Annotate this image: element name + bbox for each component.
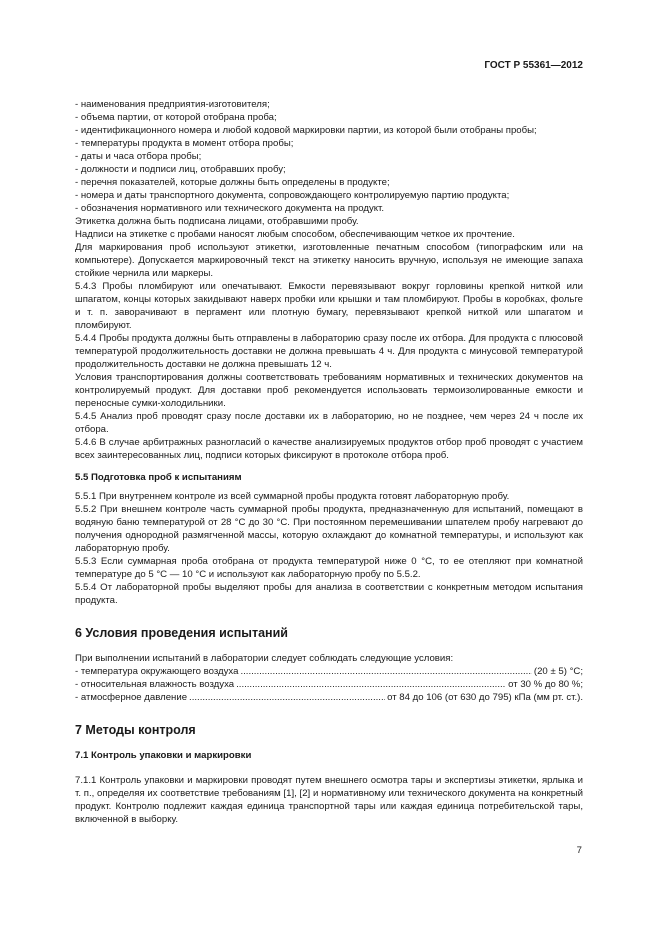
section-5-5-heading: 5.5 Подготовка проб к испытаниям [75,472,242,483]
condition-name: - относительная влажность воздуха [75,679,235,690]
paragraph: При выполнении испытаний в лаборатории следует соблюдать следующие условия: [75,653,454,664]
standard-header: ГОСТ Р 55361—2012 [484,60,583,71]
section-7-heading: 7 Методы контроля [75,723,196,737]
list-item: - даты и часа отбора пробы; [75,151,202,162]
condition-value: от 30 % до 80 %; [508,679,583,690]
page-number: 7 [576,845,582,856]
leader-dots [240,665,531,678]
paragraph: 5.4.5 Анализ проб проводят сразу после доставки их в лабораторию, но не позднее, чем через 24 ч после их отбора. [75,411,583,435]
condition-name: - температура окружающего воздуха [75,666,239,677]
condition-row [75,691,583,704]
paragraph: Условия транспортирования должны соответствовать требованиям нормативных и технических документов на контролируемый продукт. Для доставки проб рекомендуется использовать термоизолированные емкости и переносные сумки-холодильники. [75,372,583,409]
section-6-heading: 6 Условия проведения испытаний [75,626,288,640]
condition-name: - атмосферное давление [75,692,188,703]
page-content [75,98,583,826]
label-requirements-list [75,98,583,215]
leader-dots [236,678,506,691]
condition-value: от 84 до 106 (от 630 до 795) кПа (мм рт. ст.). [387,692,583,703]
list-item: - номера и даты транспортного документа, сопровождающего контролируемую партию продукта; [75,190,510,201]
list-item: - перечня показателей, которые должны быть определены в продукте; [75,177,390,188]
paragraph: Для маркирования проб используют этикетки, изготовленные печатным способом (типографским или на компьютере). Допускается маркировочный текст на этикетку наносить вручную, используя не имеющие запаха стойкие чернила или маркеры. [75,242,583,279]
leader-dots [189,691,385,704]
paragraph: Надписи на этикетке с пробами наносят любым способом, обеспечивающим четкое их прочтение. [75,229,515,240]
list-item: - идентификационного номера и любой кодовой маркировки партии, из которой были отобраны пробы; [75,125,537,136]
list-item: - наименования предприятия-изготовителя; [75,99,270,110]
section-7-1-heading: 7.1 Контроль упаковки и маркировки [75,750,252,761]
condition-row [75,665,583,678]
paragraph: 5.5.4 От лабораторной пробы выделяют пробы для анализа в соответствии с конкретным методом испытания продукта. [75,582,583,606]
list-item: - температуры продукта в момент отбора пробы; [75,138,294,149]
list-item: - должности и подписи лиц, отобравших пробу; [75,164,286,175]
paragraph: 5.5.1 При внутреннем контроле из всей суммарной пробы продукта готовят лабораторную пробу. [75,491,510,502]
paragraph: 5.4.6 В случае арбитражных разногласий о качестве анализируемых продуктов отбор проб проводят с участием всех заинтересованных лиц, подписи которых фиксируют в протоколе отбора проб. [75,437,583,461]
paragraph: 5.4.4 Пробы продукта должны быть отправлены в лабораторию сразу после их отбора. Для продукта с плюсовой температурой продолжительность доставки не должна превышать 4 ч. Для продукта с минусовой температурой продолжительность доставки не должна превышать 12 ч. [75,333,583,370]
list-item: - обозначения нормативного или технического документа на продукт. [75,203,385,214]
condition-value: (20 ± 5) °С; [533,666,583,677]
paragraph: 5.4.3 Пробы пломбируют или опечатывают. Емкости перевязывают вокруг горловины крепкой ниткой или шпагатом, концы которых закидывают наверх пробки или крышки и там пломбируют. Пробы в коробках, фольге и т. п. заворачивают в пергамент или плотную бумагу, перевязывают крепкой ниткой или шпагатом и пломбируют. [75,281,583,331]
list-item: - объема партии, от которой отобрана проба; [75,112,277,123]
paragraph: Этикетка должна быть подписана лицами, отобравшими пробу. [75,216,359,227]
paragraph: 5.5.3 Если суммарная проба отобрана от продукта температурой ниже 0 °С, то ее отепляют при комнатной температуре до 5 °С — 10 °С и используют как лабораторную пробу по 5.5.2. [75,556,583,580]
condition-row [75,678,583,691]
paragraph: 7.1.1 Контроль упаковки и маркировки проводят путем внешнего осмотра тары и экспертизы этикетки, ярлыка и т. п., определяя их соответствие требованиям [1], [2] и нормативному или технического документа на конкретный продукт. Контролю подлежит каждая единица транспортной тары или каждая единица потребительской тары, включенной в выборку. [75,775,583,825]
paragraph: 5.5.2 При внешнем контроле часть суммарной пробы продукта, предназначенную для испытаний, помещают в водяную баню температурой от 28 °С до 30 °С. При постоянном перемешивании шпателем пробу нагревают до получения однородной размягченной массы, которую охлаждают до комнатной температуры, и используют как лабораторную пробу. [75,504,583,554]
